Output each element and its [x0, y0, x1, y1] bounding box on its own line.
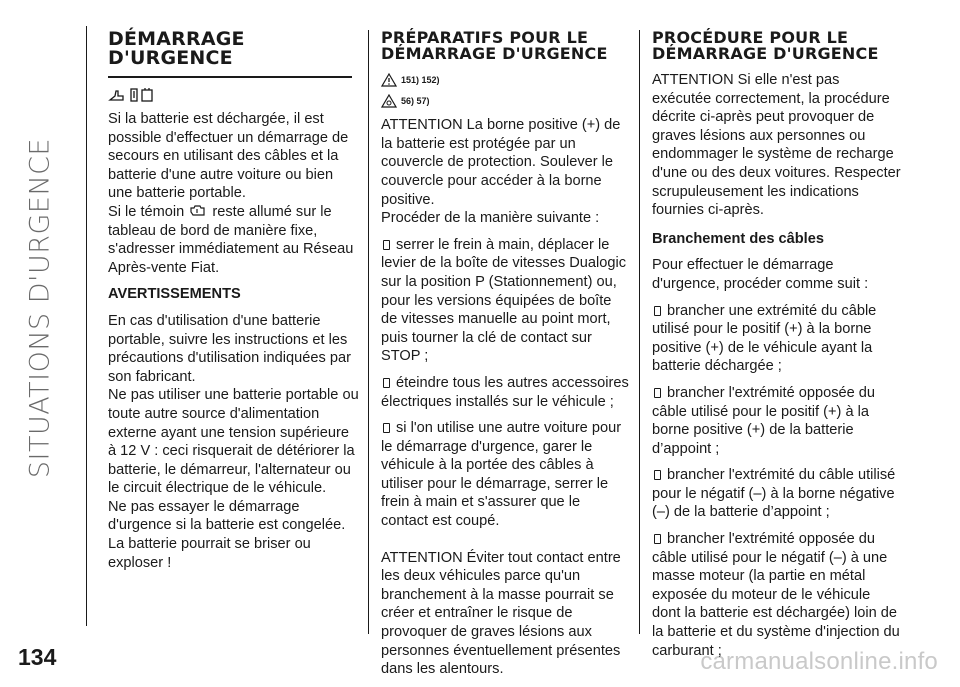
column-emergency-start — [108, 30, 360, 580]
section-heading-emergency-start: DÉMARRAGE D'URGENCE — [108, 28, 245, 69]
procedure-intro: Procéder de la manière suivante : — [381, 210, 600, 227]
column-preparation — [381, 30, 631, 687]
hand-pointer-icon — [108, 86, 128, 104]
bullet-box-icon — [654, 306, 661, 316]
side-section-title: SITUATIONS D'URGENCE — [24, 137, 56, 479]
engine-warning-light-icon — [189, 203, 207, 219]
paragraph-warning-light — [108, 203, 360, 277]
column-divider-2 — [639, 30, 640, 634]
section-heading-procedure: PROCÉDURE POUR LE DÉMARRAGE D'URGENCE — [652, 28, 879, 63]
caution-icon — [381, 94, 397, 108]
page-number: 134 — [18, 644, 57, 670]
attention-procedure: ATTENTION Si elle n'est pas exécutée correctement, la procédure décrite ci-après peut provoquer de graves lésions aux personnes ou endommager le système de recharge d'une ou des deux voitures. Respecter scrupuleusement les indications fournies ci-après. — [652, 72, 901, 219]
warning-light-text-before: Si le témoin — [108, 203, 189, 220]
list-item: éteindre tous les autres accessoires électriques installés sur le véhicule ; — [381, 374, 629, 410]
reference-text-1: 151) 152) — [401, 75, 440, 85]
cable-intro: Pour effectuer le démarrage d'urgence, procéder comme suit : — [652, 257, 869, 292]
battery-icon — [140, 86, 154, 104]
bullet-box-icon — [383, 423, 390, 433]
list-item: serrer le frein à main, déplacer le levier de la boîte de vitesses Dualogic sur la position P (Stationnement) ou, pour les versions équipées de boîte de vitesses manuelle au point mort, puis tourner la clé de contact sur STOP ; — [381, 236, 626, 365]
paragraph-intro: Si la batterie est déchargée, il est possible d'effectuer un démarrage de secours en utilisant des câbles et la batterie d'une autre voiture ou bien une batterie portable. — [108, 111, 349, 202]
attention-vehicle-contact: ATTENTION Éviter tout contact entre les deux véhicules parce qu'un branchement à la masse pourrait se créer et entraîner le risque de provoquer de graves lésions aux personnes éventuellement présentes dans les alentours. — [381, 549, 621, 678]
list-item: brancher l'extrémité du câble utilisé pour le négatif (–) à la borne négative (–) de la batterie d’appoint ; — [652, 467, 896, 521]
side-divider-line — [86, 26, 87, 626]
subtitle-cable-connection: Branchement des câbles — [652, 230, 824, 247]
column-divider-1 — [368, 30, 369, 634]
list-item: si l'on utilise une autre voiture pour le démarrage d'urgence, garer le véhicule à la portée des câbles à utiliser pour le démarrage, serrer le frein à main et s'assurer que le contact est coupé. — [381, 420, 622, 530]
warnings-paragraph-3: Ne pas essayer le démarrage d'urgence si la batterie est congelée. La batterie pourrait se briser ou exploser ! — [108, 498, 346, 571]
list-item: brancher l'extrémité opposée du câble utilisé pour le négatif (–) à une masse moteur (la partie en métal exposée du moteur de le véhicule dont la batterie est déchargée) loin de la batterie et du système d'injection du carburant ; — [652, 531, 900, 659]
reference-row-2 — [381, 92, 631, 111]
warnings-paragraph-1: En cas d'utilisation d'une batterie portable, suivre les instructions et les précautions d'utilisation indiquées par son fabricant. — [108, 312, 351, 385]
attention-battery-cover: ATTENTION La borne positive (+) de la batterie est protégée par un couvercle de protection. Soulever le couvercle pour accéder à la borne positive. — [381, 117, 621, 208]
bullet-box-icon — [654, 388, 661, 398]
list-item: brancher l'extrémité opposée du câble utilisé pour le positif (+) à la borne positive (+) de la batterie d’appoint ; — [652, 384, 876, 457]
heading-rule — [108, 76, 352, 78]
warnings-title: AVERTISSEMENTS — [108, 286, 241, 303]
watermark: carmanualsonline.info — [700, 648, 938, 675]
bullet-box-icon — [383, 378, 390, 388]
warning-light-text-after: reste allumé sur le tableau de bord de manière fixe, s'adresser immédiatement au Réseau Après-vente Fiat. — [108, 203, 354, 276]
section-heading-preparation: PRÉPARATIFS POUR LE DÉMARRAGE D'URGENCE — [381, 28, 608, 63]
bullet-box-icon — [654, 470, 661, 480]
bullet-box-icon — [383, 240, 390, 250]
reference-text-2: 56) 57) — [401, 95, 430, 106]
icon-row — [108, 86, 360, 104]
list-item: brancher une extrémité du câble utilisé pour le positif (+) à la borne positive (+) de le véhicule ayant la batterie déchargée ; — [652, 302, 877, 375]
warning-triangle-icon — [381, 73, 397, 87]
reference-row-1 — [381, 71, 631, 90]
warnings-paragraph-2: Ne pas utiliser une batterie portable ou toute autre source d'alimentation externe ayant une tension supérieure à 12 V : ceci risquerait de détériorer la batterie, le démarreur, l'alternateur ou le circuit électrique de le véhicule. — [108, 387, 359, 497]
column-procedure — [652, 30, 902, 668]
fuel-cap-icon — [129, 86, 139, 104]
bullet-box-icon — [654, 534, 661, 544]
